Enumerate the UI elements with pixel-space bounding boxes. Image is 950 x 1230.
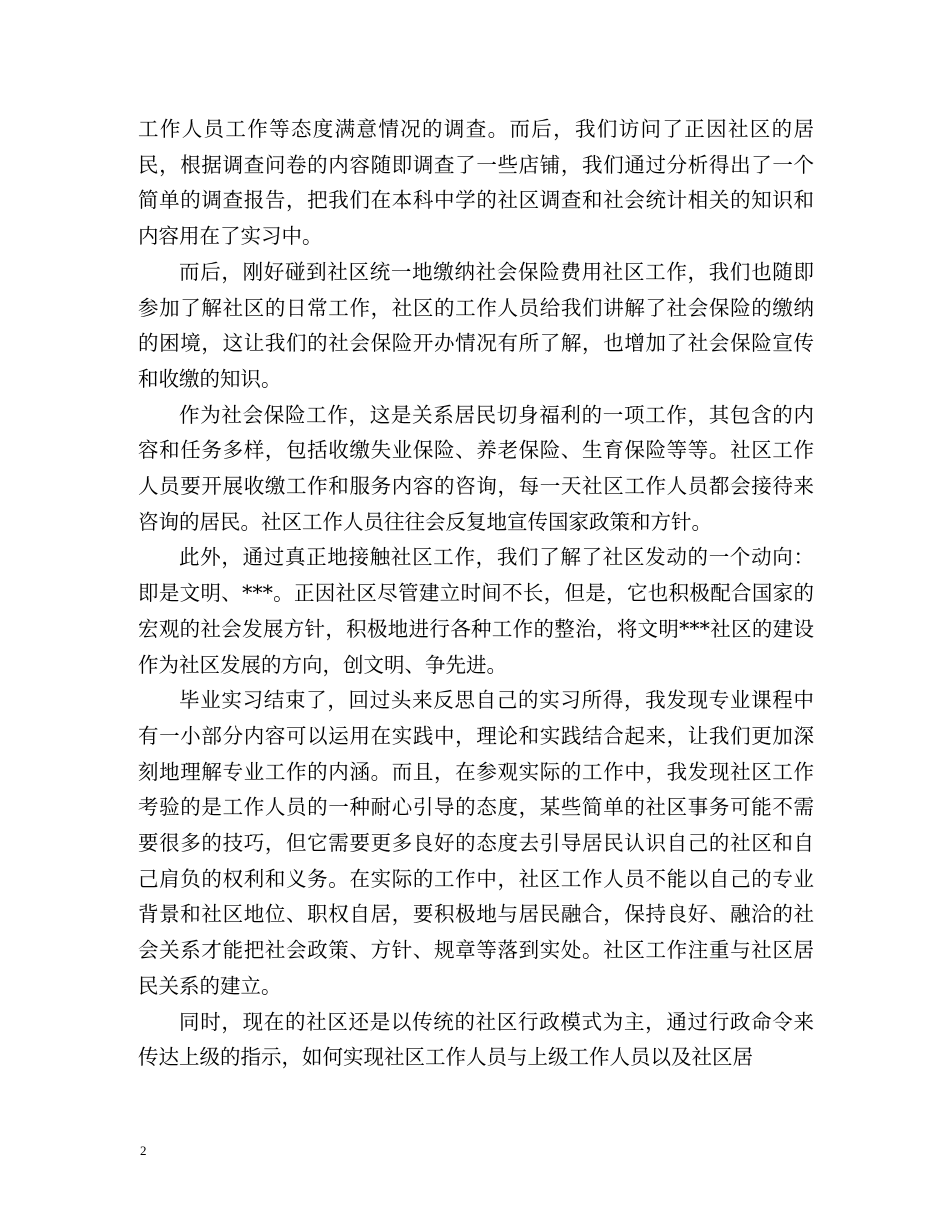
paragraph-6: 同时，现在的社区还是以传统的社区行政模式为主，通过行政命令来传达上级的指示，如何实现社区工作人员与上级工作人员以及社区居 bbox=[138, 1009, 814, 1070]
page-number: 2 bbox=[140, 1143, 147, 1158]
paragraph-3: 作为社会保险工作，这是关系居民切身福利的一项工作，其包含的内容和任务多样，包括收缴失业保险、养老保险、生育保险等等。社区工作人员要开展收缴工作和服务内容的咨询，每一天社区工作人员都会接待来咨询的居民。社区工作人员往往会反复地宣传国家政策和方针。 bbox=[138, 402, 814, 534]
document-body bbox=[138, 112, 814, 1076]
paragraph-1: 工作人员工作等态度满意情况的调查。而后，我们访问了正因社区的居民，根据调查问卷的内容随即调查了一些店铺，我们通过分析得出了一个简单的调查报告，把我们在本科中学的社区调查和社会统计相关的知识和内容用在了实习中。 bbox=[138, 117, 814, 249]
paragraph-5: 毕业实习结束了，回过头来反思自己的实习所得，我发现专业课程中有一小部分内容可以运用在实践中，理论和实践结合起来，让我们更加深刻地理解专业工作的内涵。而且，在参观实际的工作中，我发现社区工作考验的是工作人员的一种耐心引导的态度，某些简单的社区事务可能不需要很多的技巧，但它需要更多良好的态度去引导居民认识自己的社区和自己肩负的权利和义务。在实际的工作中，社区工作人员不能以自己的专业背景和社区地位、职权自居，要积极地与居民融合，保持良好、融洽的社会关系才能把社会政策、方针、规章等落到实处。社区工作注重与社区居民关系的建立。 bbox=[138, 688, 814, 998]
paragraph-4: 此外，通过真正地接触社区工作，我们了解了社区发动的一个动向：即是文明、***。正因社区尽管建立时间不长，但是，它也积极配合国家的宏观的社会发展方针，积极地进行各种工作的整治，将文明***社区的建设作为社区发展的方向，创文明、争先进。 bbox=[138, 545, 814, 677]
paragraph-2: 而后，刚好碰到社区统一地缴纳社会保险费用社区工作，我们也随即参加了解社区的日常工作，社区的工作人员给我们讲解了社会保险的缴纳的困境，这让我们的社会保险开办情况有所了解，也增加了社会保险宣传和收缴的知识。 bbox=[138, 259, 814, 391]
